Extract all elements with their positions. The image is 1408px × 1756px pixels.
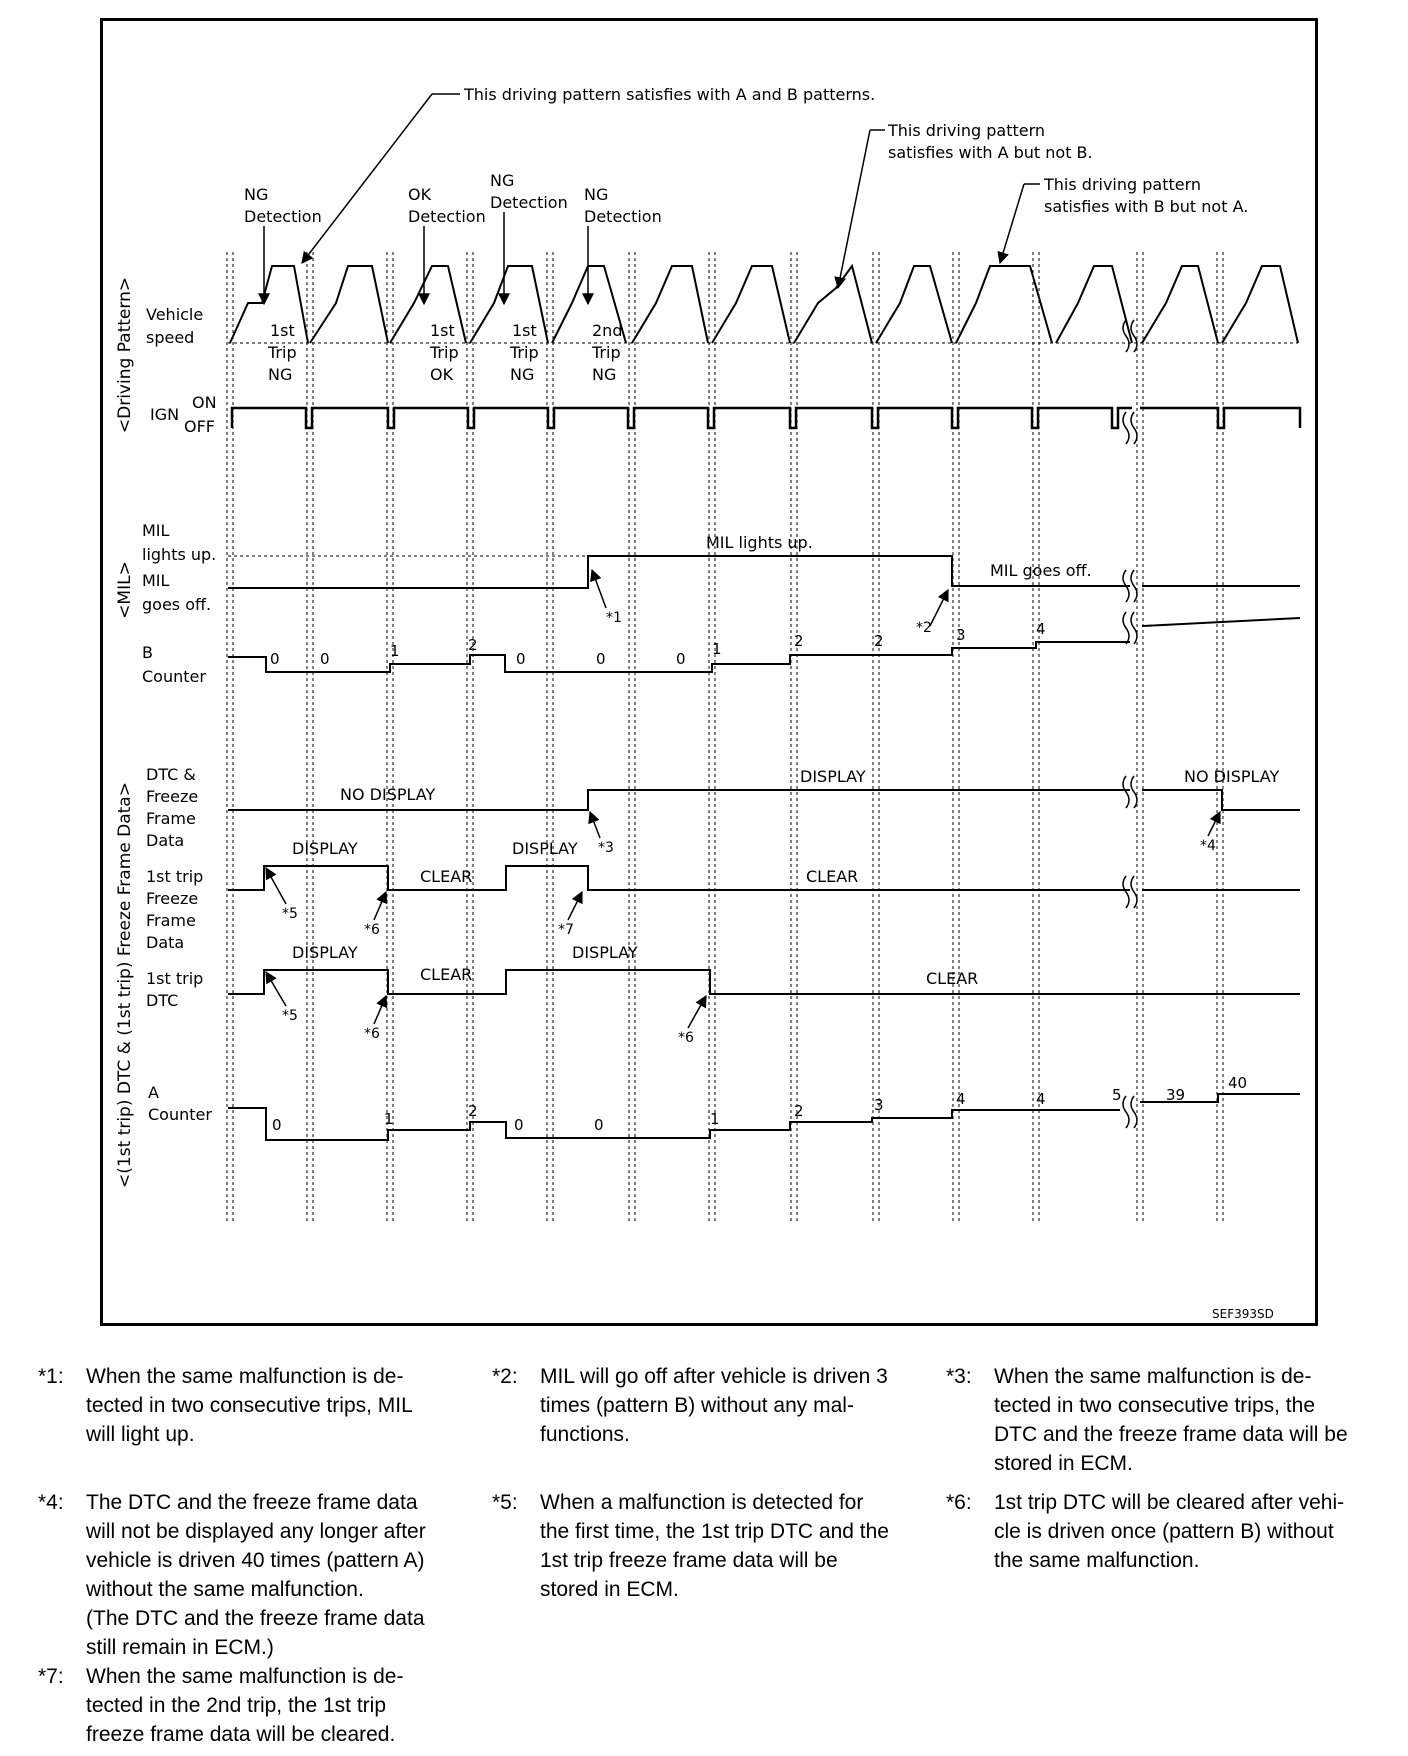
svg-text:4: 4 [956, 1090, 966, 1108]
ign-trace [232, 408, 1300, 428]
svg-text:0: 0 [594, 1116, 604, 1134]
trip-2-l3: OK [430, 365, 454, 384]
svg-text:2: 2 [794, 632, 804, 650]
row-mil-off-2: goes off. [142, 595, 212, 614]
section-driving-label: <Driving Pattern> [115, 276, 135, 434]
marker-6c: *6 [678, 1030, 694, 1046]
first-trip-dtc-trace [228, 970, 1300, 994]
td-clear-label-1: CLEAR [420, 965, 473, 984]
row-dtc-2: Freeze [146, 787, 199, 806]
mil-goes-off-label: MIL goes off. [990, 561, 1092, 580]
trip-2-l2: Trip [430, 343, 459, 362]
row-labels [142, 305, 217, 1124]
marker-7: *7 [558, 922, 574, 938]
time-break-symbols [1123, 320, 1137, 1128]
marker-5b: *5 [282, 1008, 298, 1024]
svg-text:1: 1 [390, 642, 400, 660]
detection-3-l2: Detection [490, 193, 568, 212]
ff-clear-label-1: CLEAR [420, 867, 473, 886]
row-a-1: A [148, 1083, 159, 1102]
dtc-no-display-label: NO DISPLAY [340, 785, 436, 804]
callout-b-not-a-2: satisfies with B but not A. [1044, 197, 1249, 216]
marker-3: *3 [598, 840, 614, 856]
row-ff-3: Frame [146, 911, 196, 930]
vehicle-speed-trace [230, 266, 1298, 343]
row-ign-off: OFF [184, 417, 215, 436]
row-ff-1: 1st trip [146, 867, 204, 886]
freeze-frame-trace [228, 866, 1300, 890]
ff-clear-label-2: CLEAR [806, 867, 859, 886]
trip-2-l1: 1st [430, 321, 455, 340]
callout-a-not-b-2: satisfies with A but not B. [888, 143, 1093, 162]
svg-text:0: 0 [320, 650, 330, 668]
detection-1-l1: NG [244, 185, 269, 204]
td-display-label-2: DISPLAY [572, 943, 638, 962]
mil-lights-up-label: MIL lights up. [706, 533, 813, 552]
row-b-1: B [142, 643, 153, 662]
trip-1-l2: Trip [268, 343, 297, 362]
svg-text:4: 4 [1036, 620, 1046, 638]
row-vehicle-2: speed [146, 328, 195, 347]
svg-text:0: 0 [676, 650, 686, 668]
svg-text:5: 5 [1112, 1086, 1122, 1104]
row-ign: IGN [150, 405, 180, 424]
row-ign-on: ON [192, 393, 217, 412]
svg-text:0: 0 [270, 650, 280, 668]
trip-3-l1: 1st [512, 321, 537, 340]
callout-ab: This driving pattern satisfies with A and B patterns. [464, 85, 876, 104]
svg-text:0: 0 [596, 650, 606, 668]
svg-text:4: 4 [1036, 1090, 1046, 1108]
td-clear-label-2: CLEAR [926, 969, 979, 988]
mil-trace [228, 556, 1300, 588]
row-mil-off-1: MIL [142, 571, 170, 590]
trip-4-l3: NG [592, 365, 617, 384]
ff-display-label-2: DISPLAY [512, 839, 578, 858]
callout-b-not-a-1: This driving pattern [1044, 175, 1202, 194]
trip-4-l2: Trip [592, 343, 621, 362]
td-display-label-1: DISPLAY [292, 943, 358, 962]
row-vehicle-1: Vehicle [146, 305, 204, 324]
svg-text:2: 2 [468, 1102, 478, 1120]
svg-text:1: 1 [712, 640, 722, 658]
trip-4-l1: 2nd [592, 321, 623, 340]
detection-2-l1: OK [408, 185, 432, 204]
row-td-2: DTC [146, 991, 179, 1010]
row-ff-4: Data [146, 933, 185, 952]
trip-1-l3: NG [268, 365, 293, 384]
row-ff-2: Freeze [146, 889, 199, 908]
row-mil-up-1: MIL [142, 521, 170, 540]
figure-code: SEF393SD [1212, 1307, 1274, 1321]
trip-3-l3: NG [510, 365, 535, 384]
trip-1-l1: 1st [270, 321, 295, 340]
row-dtc-4: Data [146, 831, 185, 850]
row-dtc-1: DTC & [146, 765, 196, 784]
svg-text:0: 0 [516, 650, 526, 668]
detection-1-l2: Detection [244, 207, 322, 226]
marker-1: *1 [606, 610, 622, 626]
detection-3-l1: NG [490, 171, 515, 190]
svg-text:1: 1 [384, 1110, 394, 1128]
trip-labels [267, 321, 622, 384]
svg-text:40: 40 [1228, 1074, 1248, 1092]
section-mil-label: <MIL> [115, 561, 135, 619]
trip-boundary-lines [227, 252, 1223, 1222]
marker-4: *4 [1200, 838, 1216, 854]
trip-3-l2: Trip [510, 343, 539, 362]
callouts [302, 85, 1248, 288]
b-counter-trace [228, 618, 1300, 672]
row-mil-up-2: lights up. [142, 545, 217, 564]
footnotes: *1: When the same malfunction is de- tected in two consecutive trips, MIL will light up. *2: MIL will go off after vehicle is driven 3 times (pattern B) without any mal- functions. *3: When the same malfunction is de- tected in two consecutive trips, the DTC and the freeze frame data will be stored in ECM. *4: The DTC and the freeze frame data will not be displayed any longer after vehicle is driven 40 times (pattern A) without the same malfunction. (The DTC and the freeze frame data still remain in ECM.) *5: When a malfunction is detected for the first time, the 1st trip DTC and the 1st trip freeze frame data will be stored in ECM. *6: 1st trip DTC will be cleared after vehi- cle is driven once (pattern B) without the same malfunction. *7: When the same malfunction is de- tected in the 2nd trip, the 1st trip freeze frame data will be cleared. [38, 1365, 1348, 1746]
marker-6: *6 [364, 922, 380, 938]
svg-text:0: 0 [514, 1116, 524, 1134]
ff-display-label-1: DISPLAY [292, 839, 358, 858]
row-td-1: 1st trip [146, 969, 204, 988]
row-a-2: Counter [148, 1105, 212, 1124]
row-dtc-3: Frame [146, 809, 196, 828]
detection-4-l1: NG [584, 185, 609, 204]
callout-a-not-b-1: This driving pattern [888, 121, 1046, 140]
svg-text:3: 3 [874, 1096, 884, 1114]
a-counter-values [272, 1074, 1247, 1134]
marker-6b: *6 [364, 1026, 380, 1042]
dtc-display-label: DISPLAY [800, 767, 866, 786]
svg-text:2: 2 [468, 636, 478, 654]
marker-5: *5 [282, 906, 298, 922]
dtc-no-display-label-2: NO DISPLAY [1184, 767, 1280, 786]
section-dtc-label: <(1st trip) DTC & (1st trip) Freeze Frame Data> [115, 782, 135, 1188]
marker-2: *2 [916, 620, 932, 636]
svg-text:3: 3 [956, 626, 966, 644]
detection-4-l2: Detection [584, 207, 662, 226]
svg-text:2: 2 [874, 632, 884, 650]
svg-text:0: 0 [272, 1116, 282, 1134]
svg-text:1: 1 [710, 1110, 720, 1128]
svg-text:2: 2 [794, 1102, 804, 1120]
detection-2-l2: Detection [408, 207, 486, 226]
row-b-2: Counter [142, 667, 206, 686]
svg-text:39: 39 [1166, 1086, 1186, 1104]
